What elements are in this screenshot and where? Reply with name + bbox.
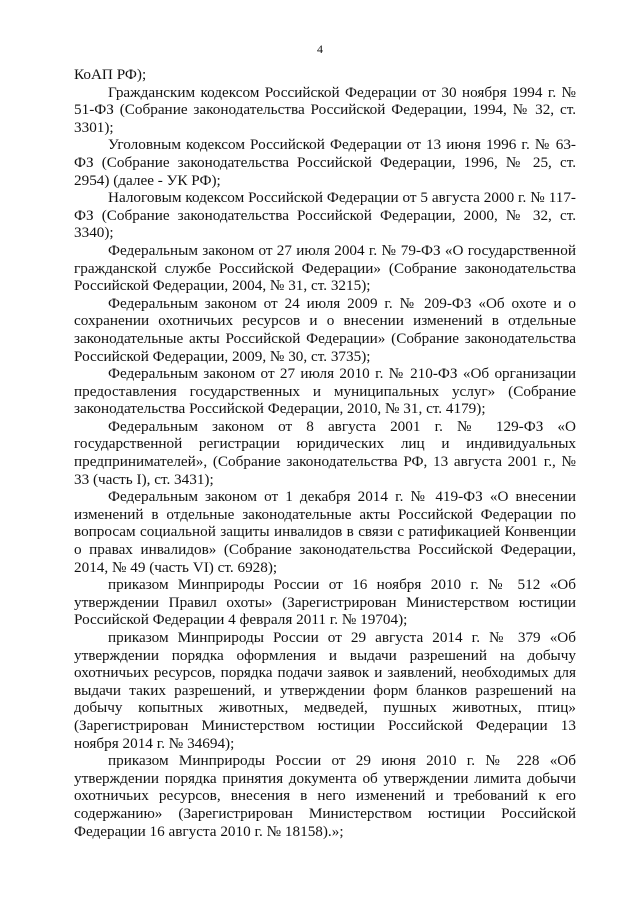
page-number: 4 <box>317 42 323 56</box>
paragraph-federal-law-79: Федеральным законом от 27 июля 2004 г. № 79-ФЗ «О государственной гражданской службе Российской Федерации» (Собрание законодательства Российской Федерации, 2004, № 31, ст. 3215); <box>74 241 576 295</box>
paragraph-federal-law-209: Федеральным законом от 24 июля 2009 г. № 209-ФЗ «Об охоте и о сохранении охотничьих ресурсов и о внесении изменений в отдельные законодательные акты Российской Федерации» (Собрание законодательства Российской Федерации, 2009, № 30, ст. 3735); <box>74 294 576 365</box>
paragraph-koap-continuation: КоАП РФ); <box>74 66 147 83</box>
paragraph-order-228: приказом Минприроды России от 29 июня 2010 г. № 228 «Об утверждении порядка принятия документа об утверждении лимита добычи охотничьих ресурсов, внесения в него изменений и требований к его содержанию» (Зарегистрирован Министерством юстиции Российской Федерации 16 августа 2010 г. № 18158).»; <box>74 752 576 840</box>
paragraph-federal-law-129: Федеральным законом от 8 августа 2001 г. № 129-ФЗ «О государственной регистрации юридических лиц и индивидуальных предпринимателей», (Собрание законодательства РФ, 13 августа 2001 г., № 33 (часть I), ст. 3431); <box>74 417 576 488</box>
paragraph-tax-code: Налоговым кодексом Российской Федерации от 5 августа 2000 г. № 117-ФЗ (Собрание законодательства Российской Федерации, 2000, № 32, ст. 3340); <box>74 189 576 242</box>
paragraph-federal-law-419: Федеральным законом от 1 декабря 2014 г. № 419-ФЗ «О внесении изменений в отдельные законодательные акты Российской Федерации по вопросам социальной защиты инвалидов в связи с ратификацией Конвенции о правах инвалидов» (Собрание законодательства Российской Федерации, 2014, № 49 (часть VI) ст. 6928); <box>74 488 576 576</box>
document-body <box>74 66 576 840</box>
paragraph-federal-law-210: Федеральным законом от 27 июля 2010 г. № 210-ФЗ «Об организации предоставления государственных и муниципальных услуг» (Собрание законодательства Российской Федерации, 2010, № 31, ст. 4179); <box>74 365 576 418</box>
paragraph-civil-code: Гражданским кодексом Российской Федерации от 30 ноября 1994 г. № 51-ФЗ (Собрание законодательства Российской Федерации, 1994, № 32, ст. 3301); <box>74 83 576 136</box>
paragraph-order-512: приказом Минприроды России от 16 ноября 2010 г. № 512 «Об утверждении Правил охоты» (Зарегистрирован Министерством юстиции Российской Федерации 4 февраля 2011 г. № 19704); <box>74 576 576 629</box>
paragraph-order-379: приказом Минприроды России от 29 августа 2014 г. № 379 «Об утверждении порядка оформления и выдачи разрешений на добычу охотничьих ресурсов, порядка подачи заявок и заявлений, необходимых для выдачи таких разрешений, и утверждении форм бланков разрешений на добычу копытных животных, медведей, пушных животных, птиц» (Зарегистрирован Министерством юстиции Российской Федерации 13 ноября 2014 г. № 34694); <box>74 629 576 752</box>
paragraph-criminal-code: Уголовным кодексом Российской Федерации от 13 июня 1996 г. № 63-ФЗ (Собрание законодательства Российской Федерации, 1996, № 25, ст. 2954) (далее - УК РФ); <box>74 136 576 189</box>
